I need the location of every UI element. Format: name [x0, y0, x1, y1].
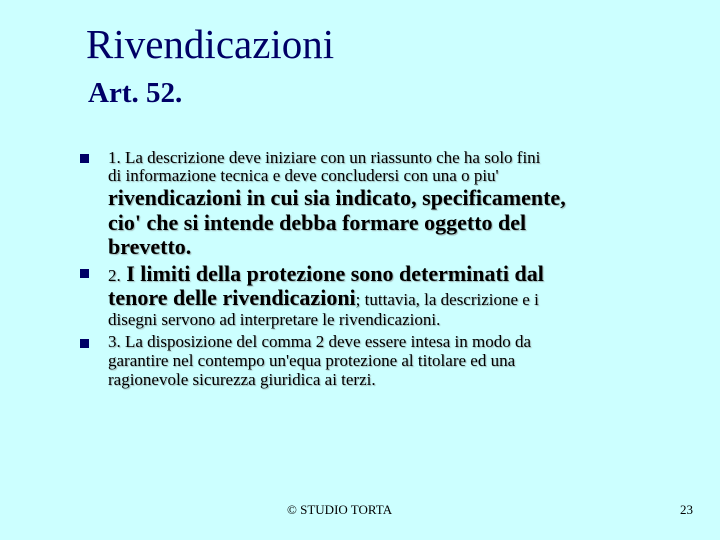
slide-subtitle: Art. 52.: [88, 77, 183, 109]
bullet-2-line-2: [108, 285, 539, 312]
bullet-1-line-4: cio' che si intende debba formare oggetto del: [108, 210, 527, 235]
bullet-2-line-1: [108, 261, 544, 288]
bullet-square-icon: [80, 339, 89, 348]
bullet-2-bold-1: I limiti della protezione sono determinati dal: [126, 261, 544, 286]
bullet-3-line-2: garantire nel contempo un'equa protezione al titolare ed una: [108, 351, 516, 370]
footer-copyright: © STUDIO TORTA: [287, 502, 393, 517]
bullet-square-icon: [80, 154, 89, 163]
bullet-2-number: 2.: [108, 266, 121, 285]
bullet-2-tail: ; tuttavia, la descrizione e i: [355, 290, 539, 309]
bullet-2-line-3: disegni servono ad interpretare le rivendicazioni.: [108, 310, 441, 329]
slide-title: Rivendicazioni: [86, 21, 335, 67]
bullet-3-line-3: ragionevole sicurezza giuridica ai terzi.: [108, 370, 376, 389]
bullet-1-line-3: rivendicazioni in cui sia indicato, specificamente,: [108, 185, 566, 210]
bullet-1-line-5: brevetto.: [108, 234, 192, 259]
bullet-1-line-2: di informazione tecnica e deve concludersi con una o piu': [108, 166, 499, 185]
bullet-square-icon: [80, 269, 89, 278]
bullet-1-line-1: 1. La descrizione deve iniziare con un riassunto che ha solo fini: [108, 148, 541, 167]
bullet-2-bold-2: tenore delle rivendicazioni: [108, 285, 356, 310]
page-number: 23: [680, 502, 693, 517]
bullet-3-line-1: 3. La disposizione del comma 2 deve essere intesa in modo da: [108, 332, 531, 351]
